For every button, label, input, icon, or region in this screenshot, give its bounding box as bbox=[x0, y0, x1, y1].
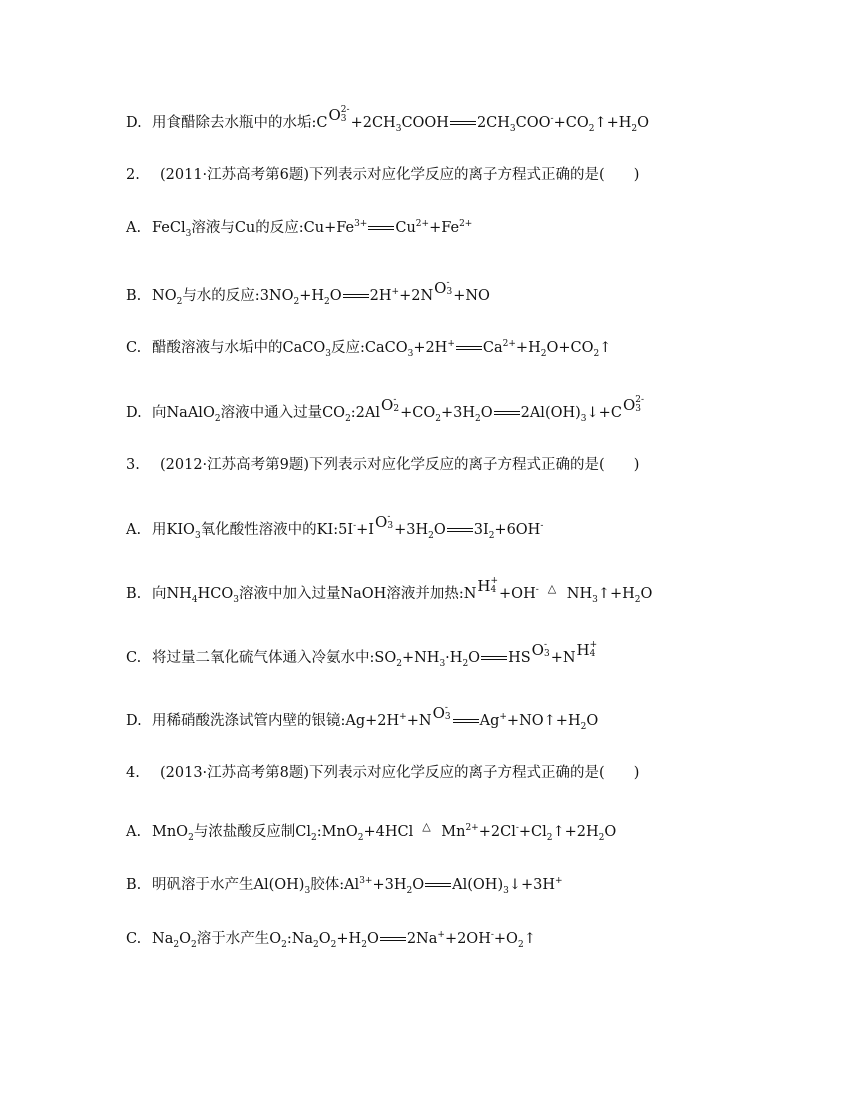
carbonate-ion: O 2- 3 bbox=[622, 395, 645, 414]
option-text: FeCl bbox=[152, 220, 186, 236]
option-label: C. bbox=[126, 931, 142, 947]
question-3 bbox=[126, 455, 730, 475]
equals-sign bbox=[380, 937, 406, 941]
question-stem: (2013·江苏高考第8题)下列表示对应化学反应的离子方程式正确的是( ) bbox=[160, 765, 640, 781]
option-text: 向NaAlO bbox=[152, 405, 215, 421]
option-1d: D. 用食醋除去水瓶中的水垢:CO 2- 3 $+2CH_3COOH$ $2CH_3COO^-+CO_2↑+H_2O$ bbox=[126, 105, 650, 134]
option-label: D. bbox=[126, 713, 142, 729]
option-text: 醋酸溶液与水垢中的CaCO bbox=[152, 340, 326, 356]
question-stem: (2011·江苏高考第6题)下列表示对应化学反应的离子方程式正确的是( ) bbox=[160, 167, 640, 183]
equals-sign bbox=[456, 346, 482, 350]
iodate-ion: O - 3 bbox=[375, 512, 394, 531]
option-label: A. bbox=[126, 824, 142, 840]
option-text: 用KIO bbox=[152, 522, 195, 538]
ammonium-ion: H + 4 bbox=[576, 640, 598, 659]
option-label: B. bbox=[126, 586, 142, 602]
option-3a: A. 用$KIO_3$氧化酸性溶液中的KI:5I-+IO - 3 $+3H_2O$ $3I_2+6OH^-$ bbox=[126, 512, 544, 541]
equals-sign bbox=[425, 883, 451, 887]
question-stem: (2012·江苏高考第9题)下列表示对应化学反应的离子方程式正确的是( ) bbox=[160, 457, 640, 473]
question-number: 4. bbox=[126, 765, 140, 781]
option-label: D. bbox=[126, 405, 142, 421]
nitrate-ion: O - 3 bbox=[432, 703, 451, 722]
question-2 bbox=[126, 165, 730, 185]
option-label: B. bbox=[126, 877, 142, 893]
question-number: 2. bbox=[126, 167, 140, 183]
option-label: B. bbox=[126, 288, 142, 304]
option-2b: B. $NO_2$与水的反应$:3NO_2+H_2O$ 2H++2NO - 3 +NO bbox=[126, 278, 490, 307]
option-label: A. bbox=[126, 522, 142, 538]
bisulfite-ion: O - 3 bbox=[531, 640, 550, 659]
option-text: 用稀硝酸洗涤试管内壁的银镜:Ag+2H bbox=[152, 713, 400, 729]
option-3d: D. 用稀硝酸洗涤试管内壁的银镜:Ag+2H++NO - 3 $Ag^++NO↑+H_2O$ bbox=[126, 703, 599, 732]
equals-sign bbox=[481, 656, 507, 660]
option-text: NO bbox=[152, 288, 177, 304]
option-label: C. bbox=[126, 340, 142, 356]
option-4a: A. MnO$_2$与浓盐酸反应制$Cl_2:MnO_2+4HCl$ △ $Mn^{2+}+2Cl^-+Cl_2↑+2H_2O$ bbox=[126, 820, 617, 843]
option-text: 明矾溶于水产生Al(OH) bbox=[152, 877, 305, 893]
ammonium-ion: H + 4 bbox=[477, 576, 499, 595]
option-3c: C. 将过量二氧化硫气体通入冷氨水中$:SO_2+NH_3\cdot H_2O$ HSO - 3 +NH + 4 bbox=[126, 640, 598, 669]
option-2d: D. 向NaAlO$_2$溶液中通入过量$CO_2:2AlO$ - 2 $+CO_2+3H_2O$ $2Al(OH)_3↓+CO$ 2- 3 bbox=[126, 395, 645, 424]
option-text: 向NH bbox=[152, 586, 192, 602]
equals-sign bbox=[343, 294, 369, 298]
aluminate-ion: O - 2 bbox=[381, 395, 400, 414]
question-4 bbox=[126, 763, 730, 783]
option-text: 用食醋除去水瓶中的水垢:C bbox=[152, 115, 328, 131]
option-label: C. bbox=[126, 650, 142, 666]
option-label: A. bbox=[126, 220, 142, 236]
equals-sign bbox=[494, 411, 520, 415]
option-text: Na bbox=[152, 931, 174, 947]
equals-sign bbox=[453, 719, 479, 723]
option-label: D. bbox=[126, 115, 142, 131]
nitrate-ion: O - 3 bbox=[434, 278, 453, 297]
option-4b: B. 明矾溶于水产生$Al(OH)_3$胶体$:Al^{3+}+3H_2O$ $Al(OH)_3↓+3H^+$ bbox=[126, 876, 563, 896]
question-number: 3. bbox=[126, 457, 140, 473]
option-text: 将过量二氧化硫气体通入冷氨水中:SO bbox=[152, 650, 397, 666]
option-text: MnO bbox=[152, 824, 189, 840]
option-2a: A. FeCl$_3$溶液与Cu的反应$:Cu+Fe^{3+}$ $Cu^{2+}+Fe^{2+}$ bbox=[126, 219, 473, 239]
equals-sign bbox=[447, 528, 473, 532]
equals-sign bbox=[450, 121, 476, 125]
equals-sign bbox=[368, 226, 394, 230]
option-4c: C. $Na_2O_2$溶于水产生$O_2:Na_2O_2+H_2O$ $2Na^++2OH^-+O_2↑$ bbox=[126, 930, 536, 950]
option-2c: C. 醋酸溶液与水垢中的CaCO$_3$反应:CaCO$_3$+2H+ $Ca^{2+}+H_2O+CO_2↑$ bbox=[126, 339, 612, 359]
option-3b: B. 向$NH_4HCO_3$溶液中加入过量NaOH溶液并加热:NH + 4 +OH- △ $NH_3↑+H_2O$ bbox=[126, 576, 653, 605]
carbonate-ion: O 2- 3 bbox=[328, 105, 350, 124]
